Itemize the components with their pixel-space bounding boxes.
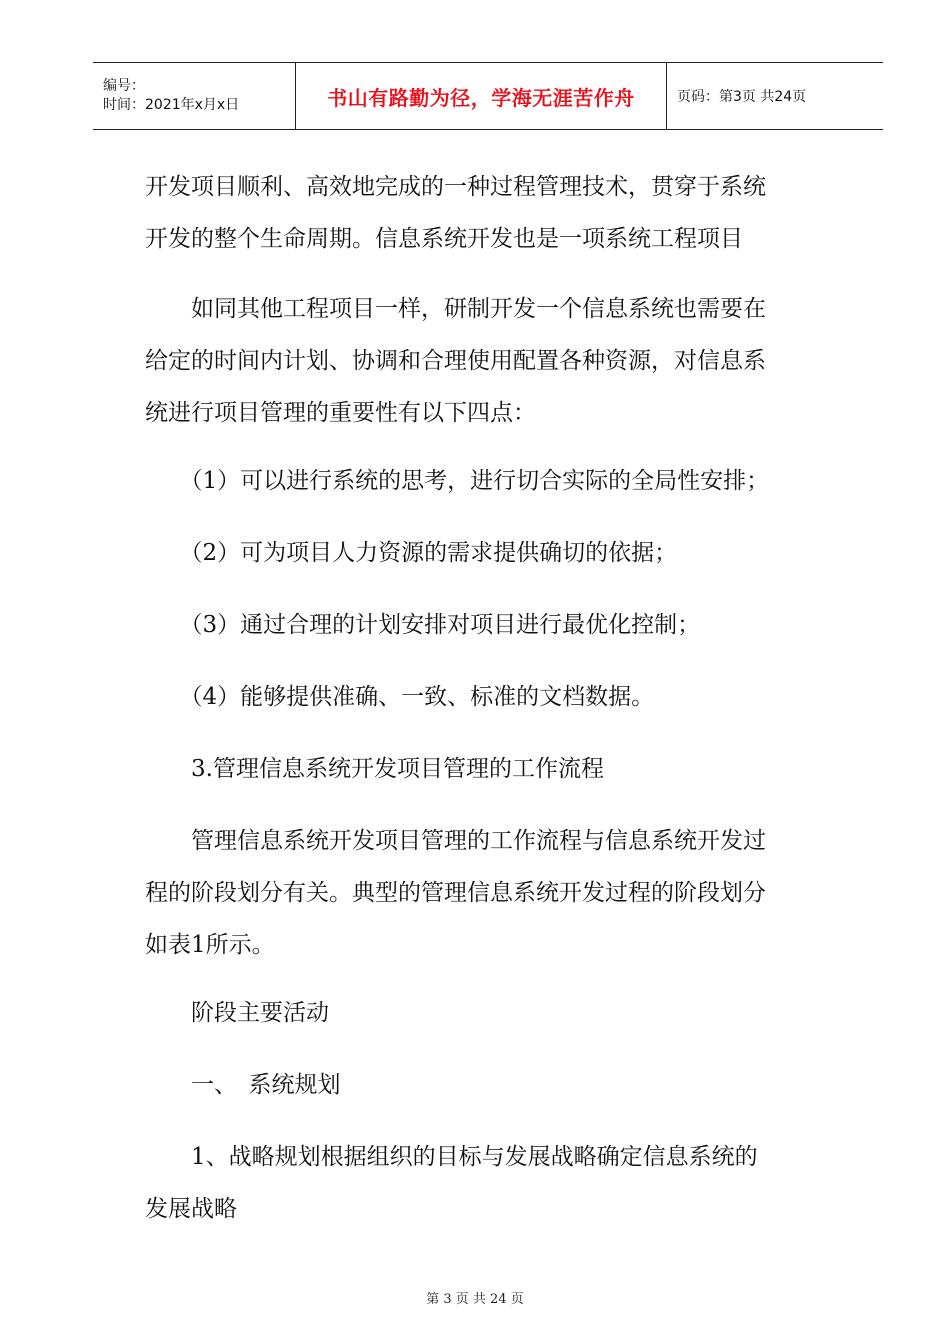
body-line: 1、战略规划根据组织的目标与发展战略确定信息系统的 [145,1144,758,1170]
list-item: （3）通过合理的计划安排对项目进行最优化控制； [145,612,701,638]
list-item: （2）可为项目人力资源的需求提供确切的依据； [145,540,678,566]
header-meta [93,63,295,129]
body-line: 阶段主要活动 [145,1000,329,1026]
doc-time-label: 时间：2021年x月x日 [103,97,240,113]
body-line: 一、 系统规划 [145,1072,341,1098]
body-line: 开发项目顺利、高效地完成的一种过程管理技术，贯穿于系统 [145,174,766,200]
header-page-info: 页码：第3页 共24页 [677,89,807,105]
section-heading: 3.管理信息系统开发项目管理的工作流程 [145,756,604,782]
body-line: 给定的时间内计划、协调和合理使用配置各种资源，对信息系 [145,348,766,374]
header-motto: 书山有路勤为径，学海无涯苦作舟 [327,85,635,110]
body-line: 程的阶段划分有关。典型的管理信息系统开发过程的阶段划分 [145,880,766,906]
body-line: 开发的整个生命周期。信息系统开发也是一项系统工程项目 [145,226,743,252]
page-header [93,62,883,130]
body-line: 如同其他工程项目一样，研制开发一个信息系统也需要在 [145,296,766,322]
page-footer: 第 3 页 共 24 页 [426,1292,524,1307]
list-item: （4）能够提供准确、一致、标准的文档数据。 [145,684,655,710]
doc-number-label: 编号： [103,78,145,94]
header-motto-cell [295,63,667,129]
list-item: （1）可以进行系统的思考，进行切合实际的全局性安排； [145,468,770,494]
header-page-cell [667,63,883,129]
body-line: 发展战略 [145,1196,237,1222]
body-line: 如表1所示。 [145,932,275,958]
body-line: 管理信息系统开发项目管理的工作流程与信息系统开发过 [145,828,766,854]
body-line: 统进行项目管理的重要性有以下四点： [145,400,536,426]
